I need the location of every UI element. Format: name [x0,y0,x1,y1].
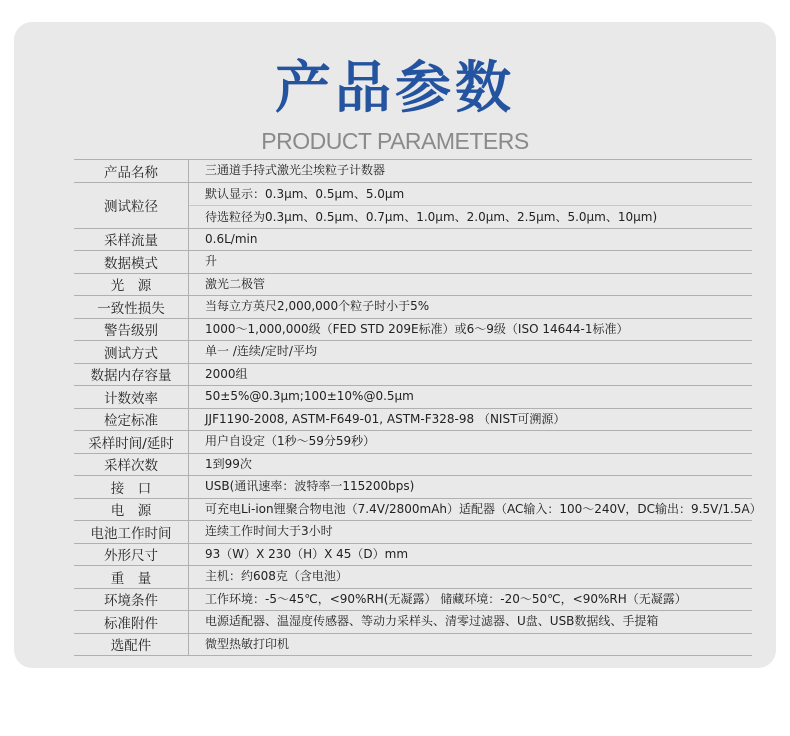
param-values [189,319,752,341]
param-values [189,160,752,182]
param-label: 电池工作时间 [74,521,189,543]
param-values [189,589,752,611]
param-values [189,251,752,273]
param-value: 升 [205,254,218,268]
param-values [189,274,752,296]
param-values [189,229,752,251]
table-row [74,319,752,342]
table-row [74,611,752,634]
table-row [74,431,752,454]
param-value: 0.6L/min [205,231,258,246]
param-value: 1000～1,000,000级（FED STD 209E标准）或6～9级（ISO 14644-1标准） [205,321,629,336]
param-values [189,611,752,633]
param-values [189,296,752,318]
param-value: 可充电Li-ion锂聚合物电池（7.4V/2800mAh）适配器（AC输入：100～240V，DC输出：9.5V/1.5A） [205,501,762,516]
param-value: USB(通讯速率：波特率一115200bps) [205,479,415,493]
table-row [74,409,752,432]
param-values [189,544,752,566]
table-row [74,476,752,499]
parameters-card [14,22,776,668]
param-values [189,364,752,386]
param-label: 检定标准 [74,409,189,431]
table-row [74,544,752,567]
param-label: 光 源 [74,274,189,296]
table-row [74,521,752,544]
param-label: 电 源 [74,499,189,521]
table-row [74,251,752,274]
param-values [189,476,752,498]
param-value: 微型热敏打印机 [205,636,290,651]
table-row [74,274,752,297]
table-row [74,589,752,612]
param-label: 外形尺寸 [74,544,189,566]
table-row [74,566,752,589]
table-row [74,159,752,183]
page-subtitle: PRODUCT PARAMETERS [261,128,529,154]
param-value: 激光二极管 [205,276,266,291]
table-row [74,499,762,522]
param-label: 测试方式 [74,341,189,363]
param-label: 采样时间/延时 [74,431,189,453]
table-row [74,454,752,477]
param-value: 工作环境：-5～45℃，<90%RH(无凝露） 储藏环境：-20～50℃，<90%RH（无凝露） [205,591,687,606]
param-label: 重 量 [74,566,189,588]
page-title: 产品参数 [275,56,515,121]
table-row [74,364,752,387]
table-row [74,341,752,364]
param-value: 电源适配器、温湿度传感器、等动力采样头、清零过滤器、U盘、USB数据线、手提箱 [205,614,659,628]
param-label: 警告级别 [74,319,189,341]
param-value: 当每立方英尺2,000,000个粒子时小于5% [205,299,430,313]
table-row [74,229,752,252]
param-label: 采样流量 [74,229,189,251]
param-value: 1到99次 [205,456,252,471]
param-values [189,386,752,408]
param-value: 用户自设定（1秒～59分59秒） [205,434,376,448]
param-label: 标准附件 [74,611,189,633]
param-label: 数据模式 [74,251,189,273]
param-value: 93（W）X 230（H）X 45（D）mm [205,546,409,561]
param-value: 单一 /连续/定时/平均 [205,344,317,358]
param-values [189,499,762,521]
param-values [189,566,752,588]
table-row [74,386,752,409]
table-row [74,183,752,229]
param-label: 测试粒径 [74,183,189,228]
param-value: 主机：约608克（含电池） [205,569,348,583]
param-values [189,431,752,453]
param-label: 接 口 [74,476,189,498]
param-values [189,521,752,543]
param-values [189,634,752,656]
param-value: 待选粒径为0.3μm、0.5μm、0.7μm、1.0μm、2.0μm、2.5μm、5.0μm、10μm) [189,205,752,228]
param-value: 三通道手持式激光尘埃粒子计数器 [205,163,386,177]
table-row [74,296,752,319]
param-value: 连续工作时间大于3小时 [205,524,333,538]
param-label: 环境条件 [74,589,189,611]
param-label: 采样次数 [74,454,189,476]
param-values [189,341,752,363]
param-values [189,409,752,431]
parameters-table [74,159,762,656]
param-label: 数据内存容量 [74,364,189,386]
table-row [74,634,752,657]
param-value: JJF1190-2008, ASTM-F649-01, ASTM-F328-98 （NIST可溯源） [205,411,566,426]
param-label: 选配件 [74,634,189,656]
param-label: 一致性损失 [74,296,189,318]
param-values [189,454,752,476]
param-values [189,183,752,228]
param-value: 2000组 [205,366,248,381]
param-value: 50±5%@0.3μm;100±10%@0.5μm [205,389,414,403]
param-label: 产品名称 [74,160,189,182]
param-label: 计数效率 [74,386,189,408]
param-value: 默认显示：0.3μm、0.5μm、5.0μm [205,186,405,201]
